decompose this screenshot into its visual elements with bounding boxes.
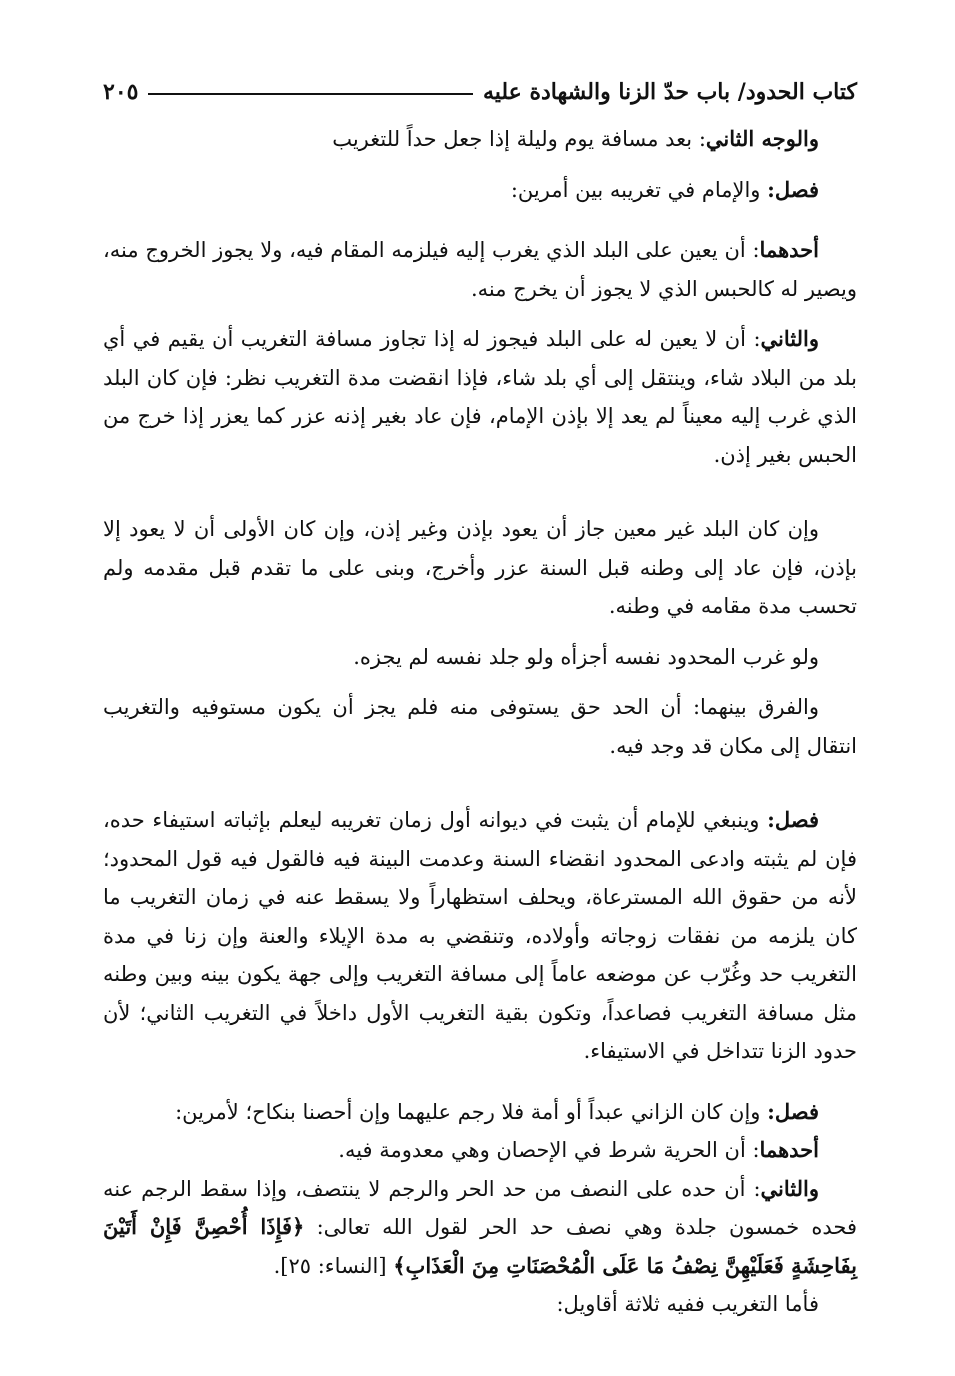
- paragraph-lead: والوجه الثاني: [705, 126, 819, 151]
- paragraph-text: فأما التغريب ففيه ثلاثة أقاويل:: [556, 1292, 819, 1316]
- header-title: كتاب الحدود/ باب حدّ الزنا والشهادة عليه: [482, 79, 857, 105]
- paragraph-banishment-opinions: [103, 1285, 857, 1324]
- page-number: ٢٠٥: [103, 79, 139, 105]
- paragraph-text: وينبغي للإمام أن يثبت في ديوانه أول زمان تغريبه ليعلم بإثباته استيفاء حده، فإن لم يثبته وادعى المحدود انقضاء السنة وعدمت البينة فيه فالقول فيه قول المحدود؛ لأنه من حقوق الله المسترعاة، ويحلف استظهاراً ولا يسقط عنه في زمان التغريب ما كان يلزمه من نفقات زوجاته وأولاده، وتنقضي به مدة الإيلاء والعنة وإن زنا في مدة التغريب حد وغُرّب عن موضعه عاماً إلى مسافة التغريب وإلى جهة يكون بينه وبين وطنه مثل مسافة التغريب فصاعداً، وتكون بقية التغريب الأول داخلاً في التغريب الثاني؛ لأن حدود الزنا تتداخل في الاستيفاء.: [103, 808, 857, 1063]
- paragraph-text: : أن لا يعين له على البلد فيجوز له إذا تجاوز مسافة التغريب أن يقيم في أي بلد من البلاد شاء، وينتقل إلى أي بلد شاء، فإذا انقضت مدة التغريب نظر: فإن كان البلد الذي غرب إليه معيناً لم يعد إلا بإذن الإمام، فإن عاد بغير إذنه عزر كما يعزر إذا خرج من الحبس بغير إذن.: [103, 327, 857, 467]
- header-rule: [148, 93, 473, 95]
- paragraph-lead: والثاني: [760, 326, 819, 351]
- paragraph-text: ولو غرب المحدود نفسه أجزأه ولو جلد نفسه لم يجزه.: [353, 644, 819, 669]
- paragraph-second-aspect: [103, 120, 857, 159]
- quran-verse: ﴿فَإِذَا أُحْصِنَّ فَإِنْ أَتَيْنَ بِفَاحِشَةٍ فَعَلَيْهِنَّ نِصْفُ مَا عَلَى الْمُحْصَنَاتِ مِنَ الْعَذَابِ﴾: [103, 1214, 857, 1278]
- running-header: [103, 72, 857, 112]
- paragraph-self-banishment: [103, 638, 857, 677]
- paragraph-first-option: [103, 231, 857, 308]
- paragraph-reason-two: [103, 1170, 857, 1286]
- paragraph-text: : أن يعين على البلد الذي يغرب إليه فيلزمه المقام فيه، ولا يجوز الخروج منه، ويصير له كالحبس الذي لا يجوز أن يخرج منه.: [103, 238, 857, 301]
- paragraph-section-slave: [103, 1093, 857, 1132]
- paragraph-lead: فصل:: [767, 176, 819, 202]
- verse-citation: [النساء: ٢٥].: [273, 1253, 394, 1278]
- paragraph-lead: فصل:: [767, 807, 819, 832]
- paragraph-text: : أن الحرية شرط في الإحصان وهي معدومة فيه.: [338, 1138, 760, 1162]
- paragraph-text: : أن حده على النصف من حد الحر والرجم لا ينتصف، وإذا سقط الرجم عنه فحده خمسون جلدة وهي نصف حد الحر لقول الله تعالى:: [103, 1176, 858, 1239]
- paragraph-second-option: [103, 320, 857, 474]
- paragraph-text: وإن كان الزاني عبداً أو أمة فلا رجم عليهما وإن أحصنا بنكاح؛ لأمرين:: [175, 1099, 768, 1124]
- paragraph-text: وإن كان البلد غير معين جاز أن يعود بإذن وغير إذن، وإن كان الأولى أن لا يعود إلا بإذن، فإن عاد إلى وطنه قبل السنة عزر وأخرج، وبنى على ما تقدم قبل مقدمه ولم تحسب مدة مقامه في وطنه.: [103, 517, 857, 618]
- paragraph-lead: أحدهما: [759, 237, 819, 262]
- paragraph-reason-one: [103, 1131, 857, 1170]
- paragraph-lead: والثاني: [760, 1175, 819, 1201]
- paragraph-text: : بعد مسافة يوم وليلة إذا جعل حداً للتغريب: [332, 127, 706, 151]
- paragraph-difference: [103, 688, 857, 765]
- paragraph-unspecified-town: [103, 510, 857, 626]
- paragraph-lead: أحدهما: [759, 1137, 819, 1162]
- paragraph-text: والإمام في تغريبه بين أمرين:: [510, 177, 768, 202]
- paragraph-section-register: [103, 801, 857, 1071]
- paragraph-text: والفرق بينهما: أن الحد حق يستوفى منه فلم يجز أن يكون مستوفيه والتغريب انتقال إلى مكان قد وجد فيه.: [103, 695, 857, 758]
- paragraph-lead: فصل:: [767, 1098, 819, 1124]
- paragraph-section-imam: [103, 171, 857, 210]
